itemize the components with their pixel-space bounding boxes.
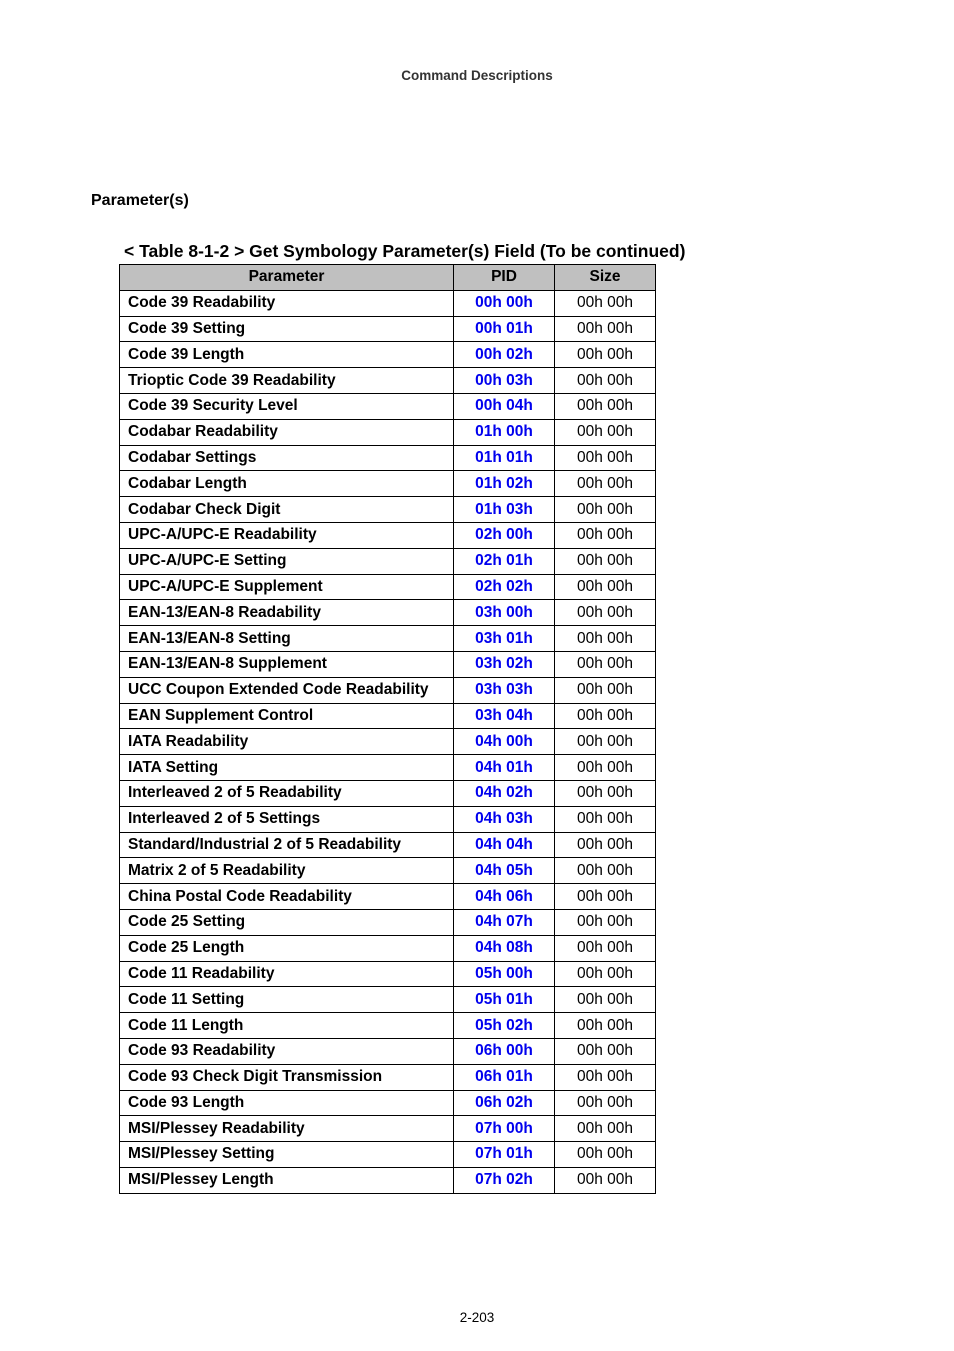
table-row xyxy=(120,368,656,394)
size-cell: 00h 00h xyxy=(555,703,656,729)
size-cell: 00h 00h xyxy=(555,316,656,342)
size-cell: 00h 00h xyxy=(555,600,656,626)
table-row xyxy=(120,858,656,884)
table-row xyxy=(120,1038,656,1064)
pid-cell: 04h 06h xyxy=(454,884,555,910)
parameter-cell: Standard/Industrial 2 of 5 Readability xyxy=(120,832,454,858)
size-cell: 00h 00h xyxy=(555,1064,656,1090)
parameter-cell: EAN-13/EAN-8 Setting xyxy=(120,626,454,652)
pid-cell: 00h 01h xyxy=(454,316,555,342)
parameter-cell: Code 39 Setting xyxy=(120,316,454,342)
pid-cell: 05h 00h xyxy=(454,961,555,987)
pid-cell: 01h 00h xyxy=(454,419,555,445)
table-row xyxy=(120,884,656,910)
table-caption: < Table 8-1-2 > Get Symbology Parameter(s) Field (To be continued) xyxy=(124,241,686,261)
pid-cell: 06h 00h xyxy=(454,1038,555,1064)
size-cell: 00h 00h xyxy=(555,342,656,368)
table-row xyxy=(120,574,656,600)
size-cell: 00h 00h xyxy=(555,832,656,858)
parameter-table xyxy=(119,264,656,1194)
pid-cell: 00h 00h xyxy=(454,290,555,316)
size-cell: 00h 00h xyxy=(555,729,656,755)
size-cell: 00h 00h xyxy=(555,548,656,574)
size-cell: 00h 00h xyxy=(555,1038,656,1064)
table-row xyxy=(120,651,656,677)
table-row xyxy=(120,419,656,445)
size-cell: 00h 00h xyxy=(555,961,656,987)
size-cell: 00h 00h xyxy=(555,909,656,935)
column-header-parameter: Parameter xyxy=(120,265,454,291)
table-row xyxy=(120,1167,656,1193)
size-cell: 00h 00h xyxy=(555,1090,656,1116)
pid-cell: 04h 08h xyxy=(454,935,555,961)
parameter-cell: Matrix 2 of 5 Readability xyxy=(120,858,454,884)
parameter-cell: Code 25 Setting xyxy=(120,909,454,935)
size-cell: 00h 00h xyxy=(555,419,656,445)
pid-cell: 04h 03h xyxy=(454,806,555,832)
parameter-cell: Interleaved 2 of 5 Readability xyxy=(120,780,454,806)
parameter-cell: Code 39 Readability xyxy=(120,290,454,316)
table-row xyxy=(120,497,656,523)
pid-cell: 05h 01h xyxy=(454,987,555,1013)
parameter-cell: Code 93 Length xyxy=(120,1090,454,1116)
pid-cell: 03h 00h xyxy=(454,600,555,626)
table-row xyxy=(120,548,656,574)
table-row xyxy=(120,393,656,419)
size-cell: 00h 00h xyxy=(555,1167,656,1193)
parameter-cell: Codabar Length xyxy=(120,471,454,497)
parameter-cell: Code 11 Setting xyxy=(120,987,454,1013)
size-cell: 00h 00h xyxy=(555,522,656,548)
pid-cell: 03h 01h xyxy=(454,626,555,652)
size-cell: 00h 00h xyxy=(555,368,656,394)
size-cell: 00h 00h xyxy=(555,1142,656,1168)
pid-cell: 00h 04h xyxy=(454,393,555,419)
parameter-cell: MSI/Plessey Readability xyxy=(120,1116,454,1142)
table-row xyxy=(120,445,656,471)
pid-cell: 02h 01h xyxy=(454,548,555,574)
parameter-cell: MSI/Plessey Length xyxy=(120,1167,454,1193)
parameter-cell: Code 93 Check Digit Transmission xyxy=(120,1064,454,1090)
table-row xyxy=(120,1064,656,1090)
parameter-cell: Interleaved 2 of 5 Settings xyxy=(120,806,454,832)
table-row xyxy=(120,832,656,858)
table-row xyxy=(120,935,656,961)
table-row xyxy=(120,600,656,626)
pid-cell: 07h 01h xyxy=(454,1142,555,1168)
parameter-cell: Code 39 Length xyxy=(120,342,454,368)
pid-cell: 04h 02h xyxy=(454,780,555,806)
running-header: Command Descriptions xyxy=(401,68,553,83)
size-cell: 00h 00h xyxy=(555,393,656,419)
pid-cell: 02h 02h xyxy=(454,574,555,600)
size-cell: 00h 00h xyxy=(555,884,656,910)
table-row xyxy=(120,290,656,316)
table-row xyxy=(120,909,656,935)
parameter-cell: Codabar Check Digit xyxy=(120,497,454,523)
size-cell: 00h 00h xyxy=(555,806,656,832)
table-row xyxy=(120,1090,656,1116)
table-body xyxy=(120,290,656,1193)
parameter-cell: Codabar Settings xyxy=(120,445,454,471)
parameter-cell: Code 93 Readability xyxy=(120,1038,454,1064)
size-cell: 00h 00h xyxy=(555,1116,656,1142)
table-row xyxy=(120,703,656,729)
table-row xyxy=(120,1013,656,1039)
table-row xyxy=(120,961,656,987)
size-cell: 00h 00h xyxy=(555,651,656,677)
parameter-cell: UPC-A/UPC-E Readability xyxy=(120,522,454,548)
table-row xyxy=(120,729,656,755)
pid-cell: 04h 00h xyxy=(454,729,555,755)
pid-cell: 01h 03h xyxy=(454,497,555,523)
pid-cell: 02h 00h xyxy=(454,522,555,548)
table-row xyxy=(120,806,656,832)
pid-cell: 00h 03h xyxy=(454,368,555,394)
parameter-cell: IATA Readability xyxy=(120,729,454,755)
table-row xyxy=(120,677,656,703)
parameter-cell: IATA Setting xyxy=(120,755,454,781)
pid-cell: 06h 02h xyxy=(454,1090,555,1116)
parameter-cell: MSI/Plessey Setting xyxy=(120,1142,454,1168)
parameter-cell: EAN-13/EAN-8 Supplement xyxy=(120,651,454,677)
parameter-cell: Codabar Readability xyxy=(120,419,454,445)
parameter-cell: Code 11 Length xyxy=(120,1013,454,1039)
column-header-size: Size xyxy=(555,265,656,291)
pid-cell: 04h 07h xyxy=(454,909,555,935)
parameter-cell: China Postal Code Readability xyxy=(120,884,454,910)
parameter-cell: EAN-13/EAN-8 Readability xyxy=(120,600,454,626)
table-row xyxy=(120,342,656,368)
size-cell: 00h 00h xyxy=(555,497,656,523)
size-cell: 00h 00h xyxy=(555,626,656,652)
pid-cell: 03h 03h xyxy=(454,677,555,703)
size-cell: 00h 00h xyxy=(555,1013,656,1039)
pid-cell: 06h 01h xyxy=(454,1064,555,1090)
size-cell: 00h 00h xyxy=(555,780,656,806)
parameter-cell: Code 39 Security Level xyxy=(120,393,454,419)
section-title: Parameter(s) xyxy=(91,192,189,209)
size-cell: 00h 00h xyxy=(555,755,656,781)
table-row xyxy=(120,316,656,342)
pid-cell: 04h 04h xyxy=(454,832,555,858)
size-cell: 00h 00h xyxy=(555,574,656,600)
table-row xyxy=(120,1116,656,1142)
pid-cell: 05h 02h xyxy=(454,1013,555,1039)
table-row xyxy=(120,626,656,652)
table-row xyxy=(120,755,656,781)
pid-cell: 04h 05h xyxy=(454,858,555,884)
parameter-cell: UPC-A/UPC-E Setting xyxy=(120,548,454,574)
table-row xyxy=(120,987,656,1013)
size-cell: 00h 00h xyxy=(555,987,656,1013)
size-cell: 00h 00h xyxy=(555,858,656,884)
parameter-cell: Trioptic Code 39 Readability xyxy=(120,368,454,394)
parameter-cell: Code 25 Length xyxy=(120,935,454,961)
column-header-pid: PID xyxy=(454,265,555,291)
table-row xyxy=(120,471,656,497)
pid-cell: 00h 02h xyxy=(454,342,555,368)
table-header-row xyxy=(120,265,656,291)
size-cell: 00h 00h xyxy=(555,290,656,316)
pid-cell: 07h 02h xyxy=(454,1167,555,1193)
parameter-cell: UCC Coupon Extended Code Readability xyxy=(120,677,454,703)
page-number: 2-203 xyxy=(459,1310,495,1325)
size-cell: 00h 00h xyxy=(555,677,656,703)
parameter-cell: Code 11 Readability xyxy=(120,961,454,987)
pid-cell: 04h 01h xyxy=(454,755,555,781)
pid-cell: 01h 01h xyxy=(454,445,555,471)
size-cell: 00h 00h xyxy=(555,471,656,497)
size-cell: 00h 00h xyxy=(555,935,656,961)
pid-cell: 01h 02h xyxy=(454,471,555,497)
pid-cell: 03h 04h xyxy=(454,703,555,729)
pid-cell: 07h 00h xyxy=(454,1116,555,1142)
pid-cell: 03h 02h xyxy=(454,651,555,677)
parameter-cell: EAN Supplement Control xyxy=(120,703,454,729)
table-row xyxy=(120,522,656,548)
table-row xyxy=(120,1142,656,1168)
size-cell: 00h 00h xyxy=(555,445,656,471)
table-row xyxy=(120,780,656,806)
parameter-cell: UPC-A/UPC-E Supplement xyxy=(120,574,454,600)
